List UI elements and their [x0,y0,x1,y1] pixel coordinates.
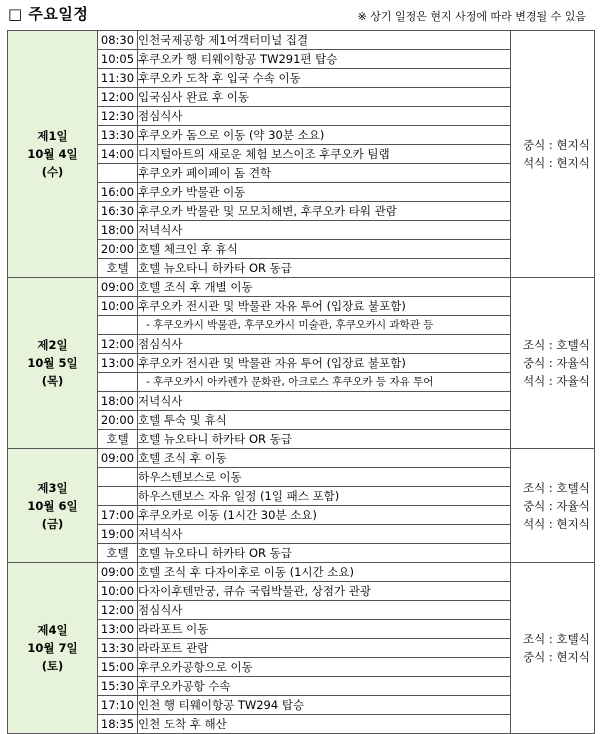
day-label-cell [8,563,98,734]
time-cell: 17:00 [98,506,138,525]
schedule-row [8,449,595,468]
schedule-row [8,278,595,297]
day-date: 10월 7일 [27,641,78,655]
meal-info: 석식 : 현지식 [523,516,590,531]
schedule-note: ※ 상기 일정은 현지 사정에 따라 변경될 수 있음 [357,10,586,23]
activity-cell: 후쿠오카 전시관 및 박물관 자유 투어 (입장료 불포함) [138,354,511,373]
time-cell: 호텔 [98,259,138,278]
time-cell: 09:00 [98,449,138,468]
meal-info: 조식 : 호텔식 [523,338,590,352]
meal-info: 석식 : 자율식 [523,374,590,388]
day-date: 10월 5일 [27,356,78,370]
time-cell: 20:00 [98,240,138,259]
time-cell: 14:00 [98,145,138,164]
day-date: 10월 6일 [27,498,78,513]
time-cell [98,164,138,183]
time-cell: 10:00 [98,297,138,316]
day-label-cell [8,449,98,563]
meal-info: 조식 : 호텔식 [523,480,590,495]
time-cell [98,373,138,392]
time-cell: 호텔 [98,544,138,563]
time-cell: 10:05 [98,50,138,69]
day-number: 제1일 [37,129,68,143]
day-weekday: (목) [41,374,64,388]
time-cell [98,468,138,487]
activity-cell: 후쿠오카공항으로 이동 [138,658,511,677]
activity-cell: 호텔 투숙 및 휴식 [138,411,511,430]
activity-cell: 입국심사 완료 후 이동 [138,88,511,107]
activity-cell: 호텔 조식 후 다자이후로 이동 (1시간 소요) [138,563,511,582]
activity-cell: 저녁식사 [138,525,511,544]
time-cell: 18:00 [98,392,138,411]
activity-cell: 라라포트 이동 [138,620,511,639]
activity-cell: 후쿠오카 돔으로 이동 (약 30분 소요) [138,126,511,145]
schedule-body [8,31,595,734]
time-cell: 호텔 [98,430,138,449]
time-cell: 12:00 [98,88,138,107]
time-cell: 18:00 [98,221,138,240]
activity-cell: - 후쿠오카시 박물관, 후쿠오카시 미술관, 후쿠오카시 과학관 등 [138,316,511,335]
activity-cell: 후쿠오카 도착 후 입국 수속 이동 [138,69,511,88]
time-cell: 09:00 [98,278,138,297]
section-title: □ 주요일정 [8,5,89,23]
meal-info: 중식 : 자율식 [523,356,590,370]
time-cell: 15:30 [98,677,138,696]
time-cell: 13:30 [98,126,138,145]
activity-cell: 후쿠오카공항 수속 [138,677,511,696]
activity-cell: 인천국제공항 제1여객터미널 집결 [138,31,511,50]
time-cell: 16:00 [98,183,138,202]
activity-cell: 호텔 조식 후 개별 이동 [138,278,511,297]
day-weekday: (금) [41,516,64,531]
page-header [0,0,600,32]
activity-cell: - 후쿠오카시 아카렌가 문화관, 아크로스 후쿠오카 등 자유 투어 [138,373,511,392]
day-label-cell [8,31,98,278]
activity-cell: 후쿠오카 전시관 및 박물관 자유 투어 (입장료 불포함) [138,297,511,316]
activity-cell: 호텔 체크인 후 휴식 [138,240,511,259]
time-cell: 19:00 [98,525,138,544]
activity-cell: 하우스텐보스로 이동 [138,468,511,487]
activity-cell: 점심식사 [138,335,511,354]
activity-cell: 호텔 뉴오타니 하카타 OR 동급 [138,544,511,563]
meal-info: 석식 : 현지식 [523,156,590,170]
time-cell [98,316,138,335]
time-cell: 13:30 [98,639,138,658]
time-cell: 13:00 [98,354,138,373]
activity-cell: 후쿠오카 박물관 이동 [138,183,511,202]
activity-cell: 후쿠오카 페이페이 돔 견학 [138,164,511,183]
meal-info: 중식 : 자율식 [523,498,590,513]
time-cell: 11:30 [98,69,138,88]
day-number: 제3일 [37,480,68,495]
activity-cell: 다자이후텐만궁, 큐슈 국립박물관, 상점가 관광 [138,582,511,601]
day-number: 제4일 [37,623,68,637]
activity-cell: 호텔 뉴오타니 하카타 OR 동급 [138,259,511,278]
meal-cell [511,278,595,449]
schedule-row [8,31,595,50]
time-cell [98,487,138,506]
activity-cell: 저녁식사 [138,221,511,240]
time-cell: 10:00 [98,582,138,601]
time-cell: 12:00 [98,601,138,620]
day-date: 10월 4일 [27,147,78,161]
activity-cell: 인천 도착 후 해산 [138,715,511,734]
time-cell: 13:00 [98,620,138,639]
activity-cell: 하우스텐보스 자유 일정 (1일 패스 포함) [138,487,511,506]
day-weekday: (수) [41,165,64,179]
meal-info: 중식 : 현지식 [523,138,590,152]
schedule-table [7,30,595,734]
time-cell: 12:30 [98,107,138,126]
activity-cell: 디지털아트의 새로운 체험 보스이조 후쿠오카 팀랩 [138,145,511,164]
activity-cell: 점심식사 [138,601,511,620]
activity-cell: 후쿠오카로 이동 (1시간 30분 소요) [138,506,511,525]
time-cell: 17:10 [98,696,138,715]
activity-cell: 후쿠오카 박물관 및 모모치해변, 후쿠오카 타워 관람 [138,202,511,221]
time-cell: 08:30 [98,31,138,50]
time-cell: 09:00 [98,563,138,582]
activity-cell: 인천 행 티웨이항공 TW294 탑승 [138,696,511,715]
meal-cell [511,563,595,734]
time-cell: 15:00 [98,658,138,677]
meal-info: 중식 : 현지식 [523,650,590,664]
day-weekday: (토) [41,659,64,673]
activity-cell: 호텔 뉴오타니 하카타 OR 동급 [138,430,511,449]
activity-cell: 저녁식사 [138,392,511,411]
meal-cell [511,449,595,563]
meal-info: 조식 : 호텔식 [523,632,590,646]
schedule-row [8,563,595,582]
time-cell: 20:00 [98,411,138,430]
activity-cell: 호텔 조식 후 이동 [138,449,511,468]
meal-cell [511,31,595,278]
day-number: 제2일 [37,338,68,352]
time-cell: 12:00 [98,335,138,354]
activity-cell: 라라포트 관람 [138,639,511,658]
activity-cell: 후쿠오카 행 티웨이항공 TW291편 탑승 [138,50,511,69]
activity-cell: 점심식사 [138,107,511,126]
time-cell: 16:30 [98,202,138,221]
time-cell: 18:35 [98,715,138,734]
day-label-cell [8,278,98,449]
